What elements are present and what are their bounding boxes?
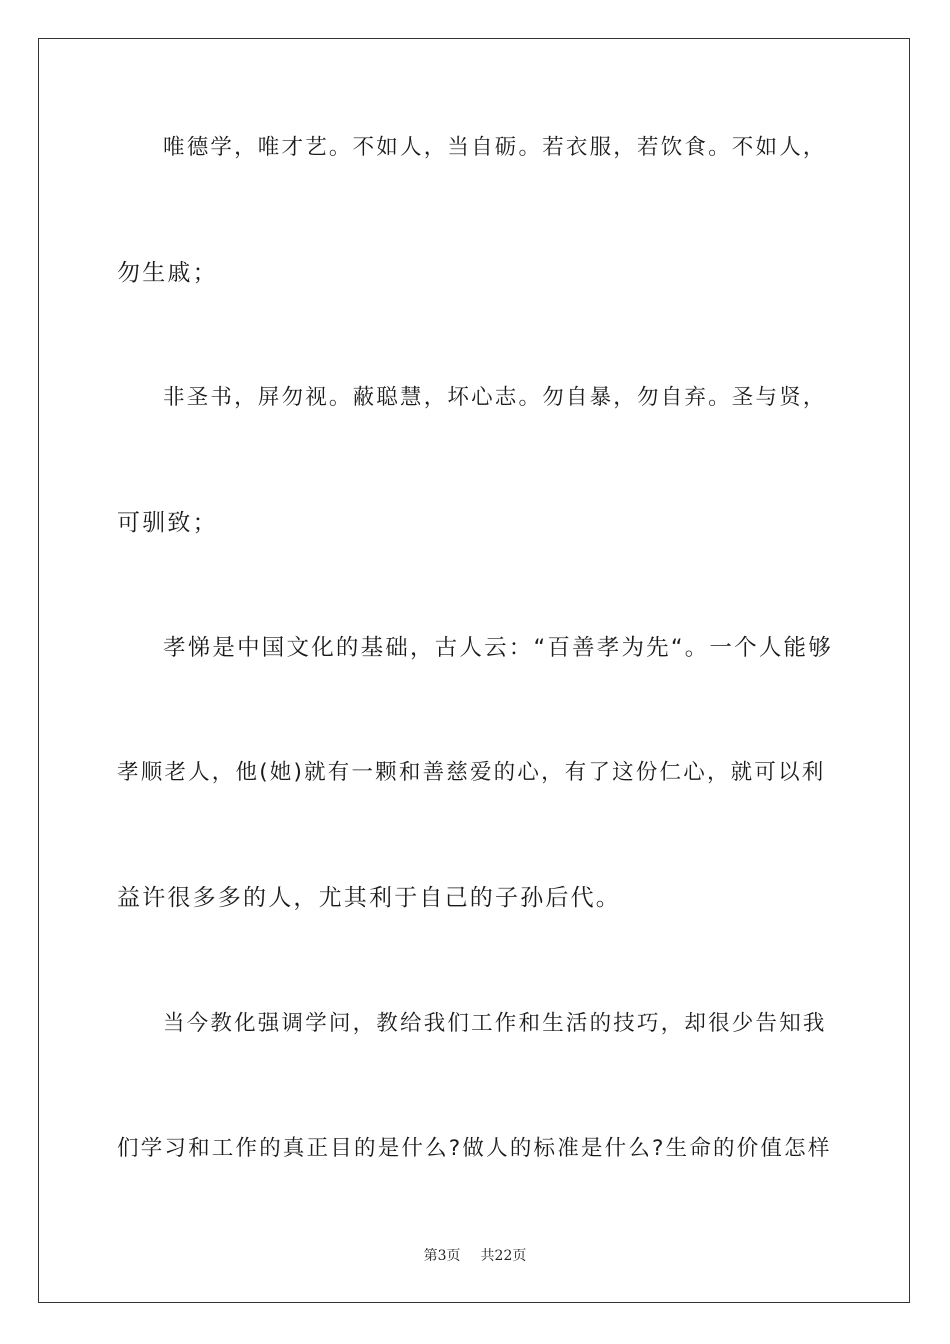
paragraph-line: 们学习和工作的真正目的是什么?做人的标准是什么?生命的价值怎样 bbox=[117, 1136, 832, 1161]
paragraph-line: 孝顺老人，他(她)就有一颗和善慈爱的心，有了这份仁心，就可以利 bbox=[117, 760, 826, 785]
page-border bbox=[38, 38, 910, 1303]
paragraph-line: 当今教化强调学问，教给我们工作和生活的技巧，却很少告知我 bbox=[163, 1011, 827, 1036]
paragraph-line: 非圣书，屏勿视。蔽聪慧，坏心志。勿自暴，勿自弃。圣与贤， bbox=[163, 385, 827, 410]
paragraph-line: 孝悌是中国文化的基础，古人云：“百善孝为先“。一个人能够 bbox=[163, 635, 833, 661]
paragraph-line: 可驯致； bbox=[117, 510, 218, 536]
page-footer bbox=[0, 1246, 950, 1266]
paragraph-line: 益许很多多的人，尤其利于自己的子孙后代。 bbox=[117, 885, 621, 911]
paragraph-line: 勿生戚； bbox=[117, 260, 218, 286]
page-number: 第3页 bbox=[423, 1248, 461, 1264]
paragraph-line: 唯德学，唯才艺。不如人，当自砺。若衣服，若饮食。不如人， bbox=[163, 135, 827, 160]
page-total: 共22页 bbox=[480, 1248, 527, 1264]
